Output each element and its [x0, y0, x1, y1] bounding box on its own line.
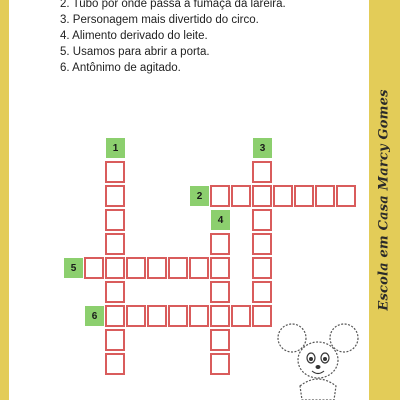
crossword-cell[interactable]: [252, 305, 272, 327]
crossword-cell[interactable]: [315, 185, 335, 207]
crossword-cell[interactable]: [168, 305, 188, 327]
crossword-cell[interactable]: [210, 329, 230, 351]
word-number-4: 4: [211, 210, 230, 230]
crossword-cell[interactable]: [210, 281, 230, 303]
crossword-cell[interactable]: [105, 257, 125, 279]
word-number-1: 1: [106, 138, 125, 158]
word-number-2: 2: [190, 186, 209, 206]
crossword-cell[interactable]: [210, 305, 230, 327]
crossword-cell[interactable]: [210, 185, 230, 207]
crossword-cell[interactable]: [273, 185, 293, 207]
word-number-6: 6: [85, 306, 104, 326]
crossword-cell[interactable]: [126, 257, 146, 279]
crossword-cell[interactable]: [105, 233, 125, 255]
clue-item: 2. Tubo por onde passa a fumaça da lareira.: [60, 0, 286, 10]
crossword-cell[interactable]: [210, 257, 230, 279]
crossword-cell[interactable]: [105, 161, 125, 183]
crossword-cell[interactable]: [84, 257, 104, 279]
crossword-cell[interactable]: [105, 209, 125, 231]
word-number-5: 5: [64, 258, 83, 278]
mouse-illustration: [276, 316, 360, 400]
crossword-cell[interactable]: [105, 305, 125, 327]
crossword-cell[interactable]: [252, 233, 272, 255]
crossword-cell[interactable]: [252, 281, 272, 303]
crossword-cell[interactable]: [210, 233, 230, 255]
crossword-cell[interactable]: [336, 185, 356, 207]
crossword-cell[interactable]: [252, 209, 272, 231]
crossword-cell[interactable]: [147, 257, 167, 279]
crossword-cell[interactable]: [147, 305, 167, 327]
crossword-cell[interactable]: [105, 281, 125, 303]
crossword-cell[interactable]: [294, 185, 314, 207]
crossword-cell[interactable]: [231, 305, 251, 327]
clue-item: 3. Personagem mais divertido do circo.: [60, 14, 259, 26]
clue-item: 5. Usamos para abrir a porta.: [60, 46, 210, 58]
crossword-cell[interactable]: [105, 353, 125, 375]
crossword-cell[interactable]: [252, 161, 272, 183]
crossword-cell[interactable]: [210, 353, 230, 375]
crossword-cell[interactable]: [105, 185, 125, 207]
crossword-cell[interactable]: [189, 257, 209, 279]
crossword-cell[interactable]: [189, 305, 209, 327]
crossword-cell[interactable]: [168, 257, 188, 279]
crossword-cell[interactable]: [105, 329, 125, 351]
crossword-cell[interactable]: [126, 305, 146, 327]
crossword-cell[interactable]: [252, 257, 272, 279]
clue-item: 6. Antônimo de agitado.: [60, 62, 181, 74]
school-watermark: Escola em Casa Marcy Gomes: [376, 89, 392, 311]
crossword-cell[interactable]: [231, 185, 251, 207]
word-number-3: 3: [253, 138, 272, 158]
crossword-cell[interactable]: [252, 185, 272, 207]
clue-item: 4. Alimento derivado do leite.: [60, 30, 208, 42]
